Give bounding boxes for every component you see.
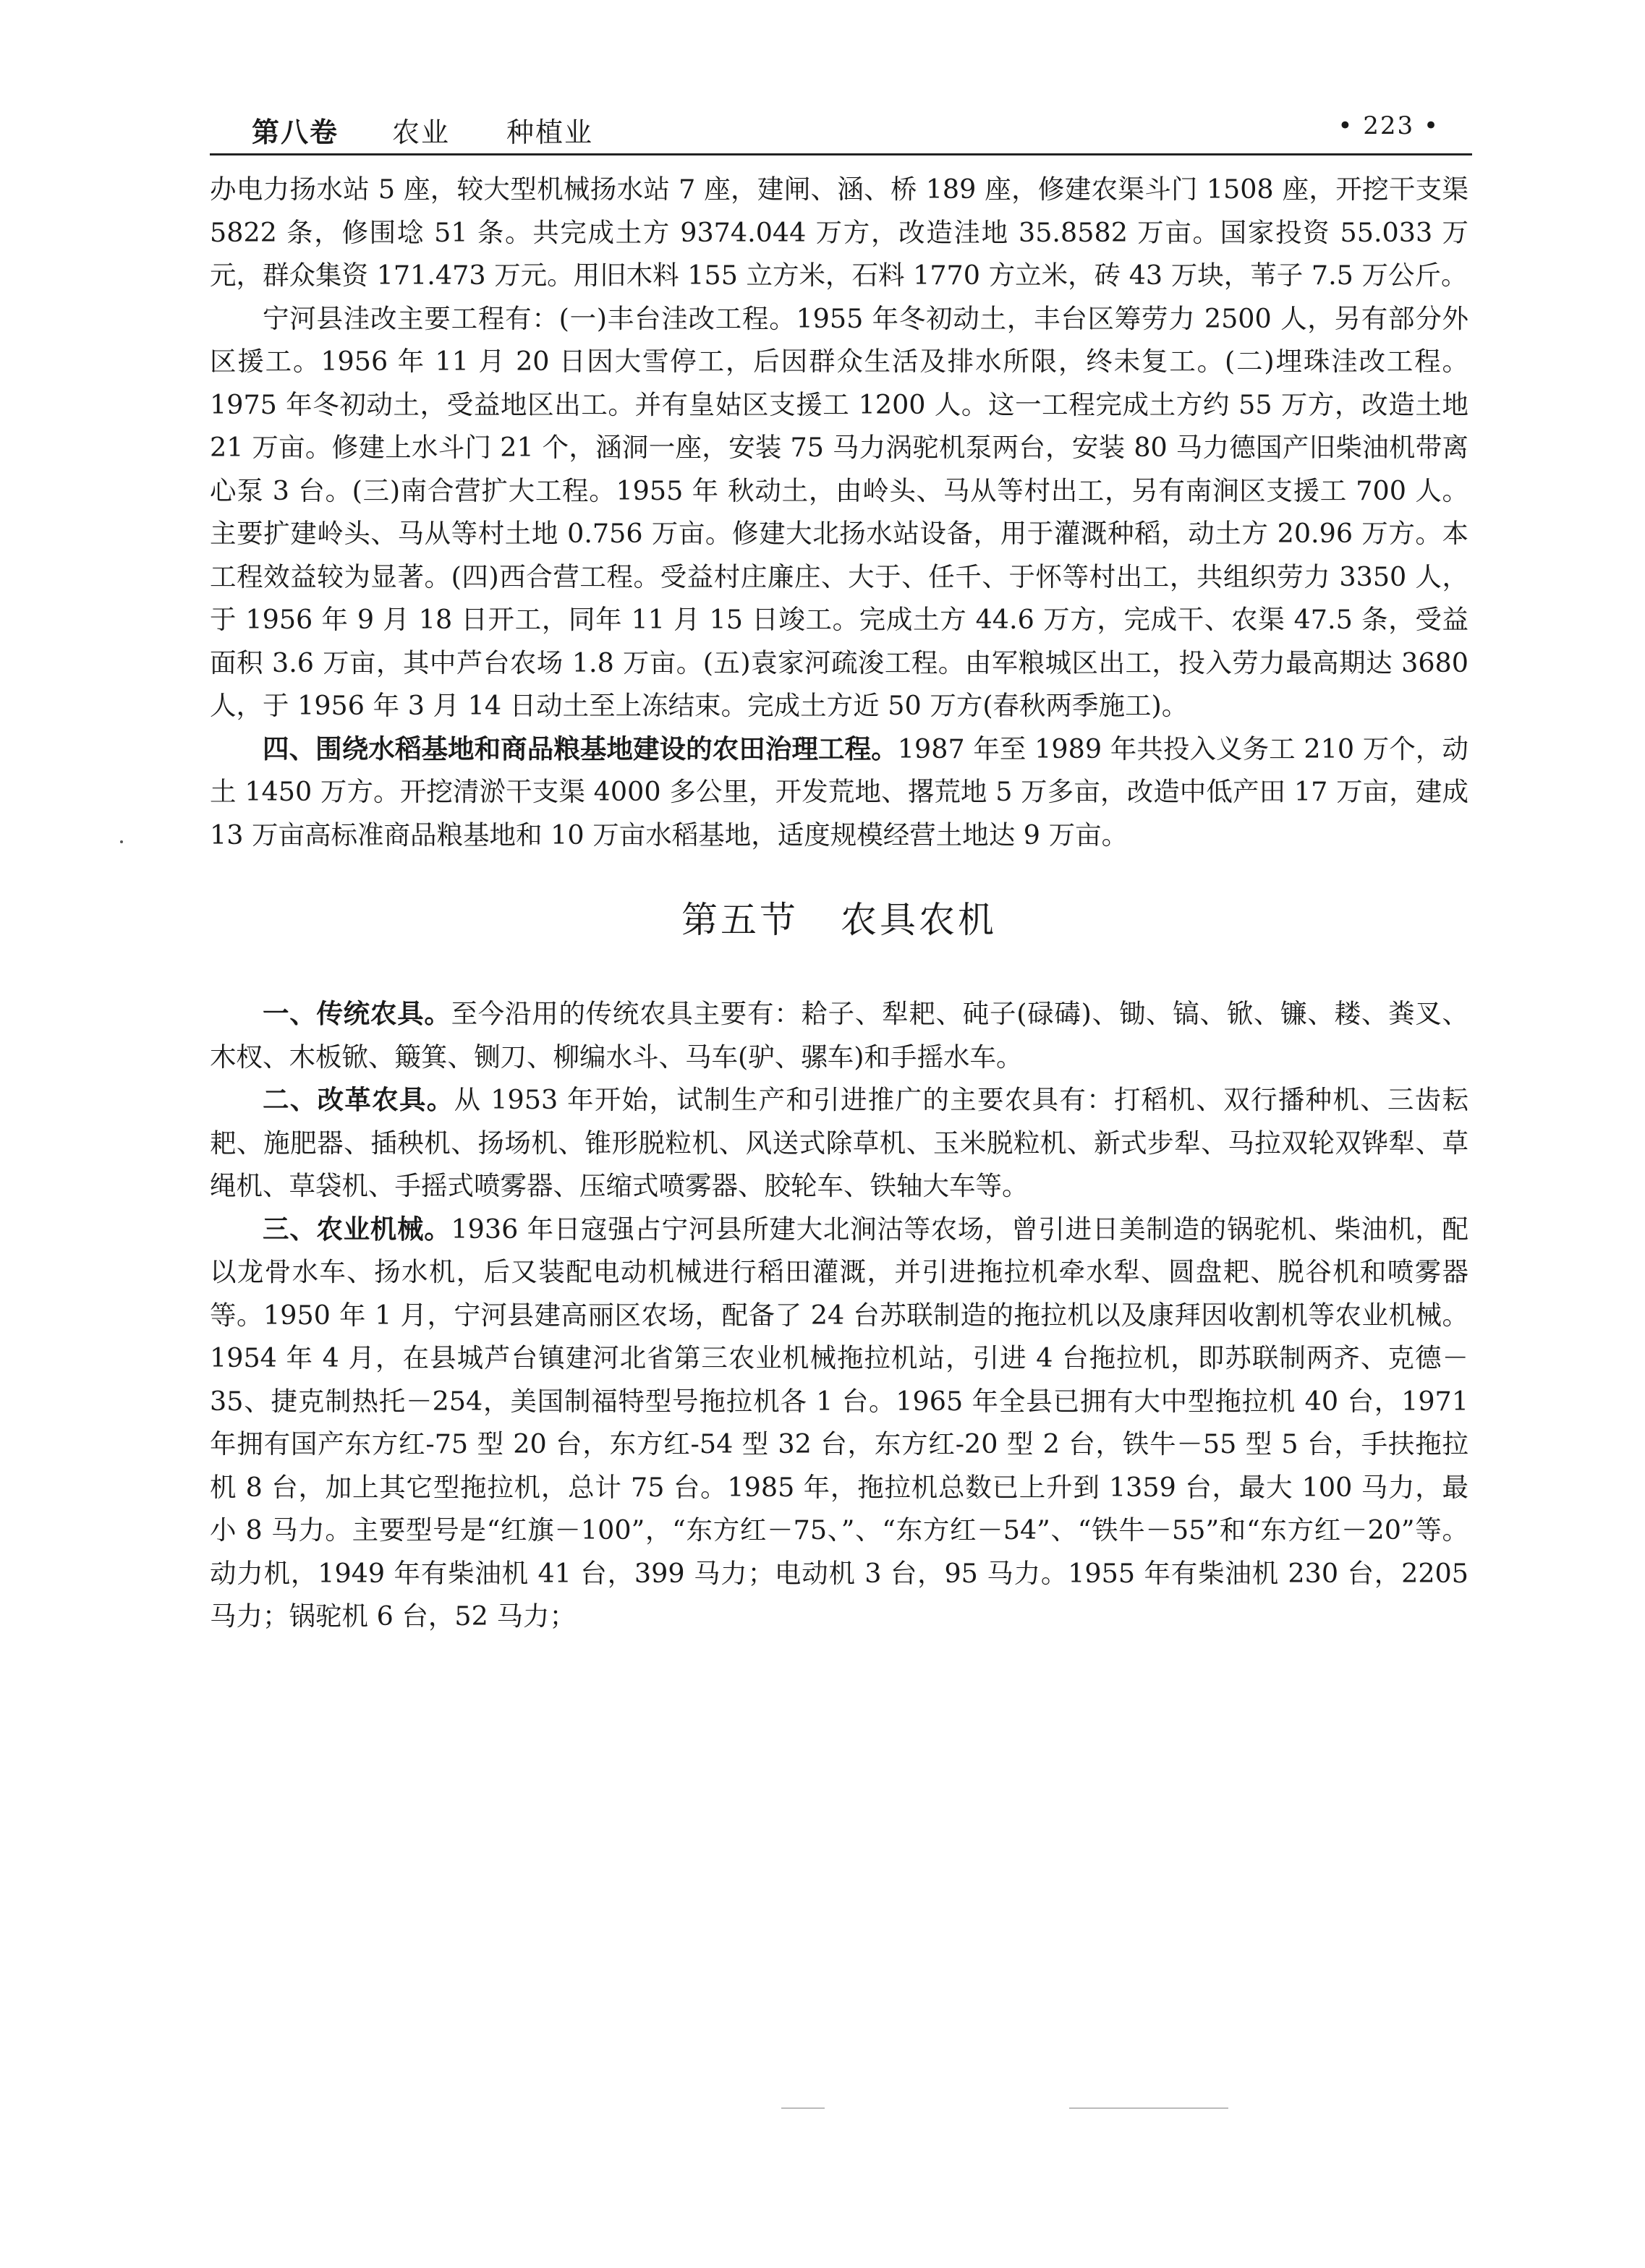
- paragraph-body: 至今沿用的传统农具主要有：耠子、犁耙、砘子(碌碡)、锄、镐、锨、镰、耧、粪叉、木杈、木板锨、簸箕、铡刀、柳编水斗、马车(驴、骡车)和手摇水车。: [210, 998, 1468, 1073]
- scan-artifact-speck: [781, 2107, 825, 2109]
- volume-label: 第八卷: [252, 116, 339, 148]
- paragraph-reformed-tools: [210, 1078, 1468, 1208]
- paragraph-heading: 三、农业机械。: [263, 1213, 451, 1245]
- running-header: [210, 101, 1468, 152]
- paragraph-agricultural-machinery: [210, 1208, 1468, 1638]
- paragraph-farmland-treatment: [210, 728, 1468, 857]
- section-title: [210, 898, 1468, 942]
- paragraph-continuation: 办电力扬水站 5 座，较大型机械扬水站 7 座，建闸、涵、桥 189 座，修建农渠斗门 1508 座，开挖干支渠 5822 条，修围埝 51 条。共完成土方 9374.044 万方，改造洼地 35.8582 万亩。国家投资 55.033 万元，群众集资 171.473 万元。用旧木料 155 立方米，石料 1770 方立米，砖 43 万块，苇子 7.5 万公斤。: [210, 174, 1468, 291]
- scan-artifact-speck: [1069, 2107, 1228, 2109]
- section-label: 种植业: [506, 116, 594, 148]
- paragraph-traditional-tools: [210, 992, 1468, 1078]
- section-number: 第五节: [681, 899, 799, 941]
- paragraph-heading: 二、改革农具。: [263, 1084, 454, 1115]
- paragraph-body: 从 1953 年开始，试制生产和引进推广的主要农具有：打稻机、双行播种机、三齿耘耙、施肥器、插秧机、扬场机、锥形脱粒机、风送式除草机、玉米脱粒机、新式步犁、马拉双轮双铧犁、草绳机、草袋机、手摇式喷雾器、压缩式喷雾器、胶轮车、铁轴大车等。: [210, 1084, 1469, 1201]
- paragraph-ninghe-projects: 宁河县洼改主要工程有：(一)丰台洼改工程。1955 年冬初动土，丰台区筹劳力 2500 人，另有部分外区援工。1956 年 11 月 20 日因大雪停工，后因群众生活及排水所限，终未复工。(二)埋珠洼改工程。1975 年冬初动土，受益地区出工。并有皇姑区支援工 1200 人。这一工程完成土方约 55 万方，改造土地 21 万亩。修建上水斗门 21 个，涵洞一座，安装 75 马力涡驼机泵两台，安装 80 马力德国产旧柴油机带离心泵 3 台。(三)南合营扩大工程。1955 年 秋动土，由岭头、马从等村出工，另有南涧区支援工 700 人。主要扩建岭头、马从等村土地 0.756 万亩。修建大北扬水站设备，用于灌溉种稻，动土方 20.96 万方。本工程效益较为显著。(四)西合营工程。受益村庄廉庄、大于、任千、于怀等村出工，共组织劳力 3350 人，于 1956 年 9 月 18 日开工，同年 11 月 15 日竣工。完成土方 44.6 万方，完成干、农渠 47.5 条，受益面积 3.6 万亩，其中芦台农场 1.8 万亩。(五)袁家河疏浚工程。由军粮城区出工，投入劳力最高期达 3680 人，于 1956 年 3 月 14 日动土至上冻结束。完成土方近 50 万方(春秋两季施工)。: [210, 302, 1468, 721]
- section-name: 农具农机: [841, 899, 997, 941]
- scan-artifact-dot: [120, 840, 123, 843]
- chapter-label: 农业: [392, 116, 451, 148]
- paragraph-body: 1936 年日寇强占宁河县所建大北涧沽等农场，曾引进日美制造的锅驼机、柴油机，配以龙骨水车、扬水机，后又装配电动机械进行稻田灌溉，并引进拖拉机牵水犁、圆盘耙、脱谷机和喷雾器等。1950 年 1 月，宁河县建高丽区农场，配备了 24 台苏联制造的拖拉机以及康拜因收割机等农业机械。1954 年 4 月，在县城芦台镇建河北省第三农业机械拖拉机站，引进 4 台拖拉机，即苏联制两齐、克德－35、捷克制热托－254，美国制福特型号拖拉机各 1 台。1965 年全县已拥有大中型拖拉机 40 台，1971 年拥有国产东方红-75 型 20 台，东方红-54 型 32 台，东方红-20 型 2 台，铁牛－55 型 5 台，手扶拖拉机 8 台，加上其它型拖拉机，总计 75 台。1985 年，拖拉机总数已上升到 1359 台，最大 100 马力，最小 8 马力。主要型号是“红旗－100”，“东方红－75、”、“东方红－54”、“铁牛－55”和“东方红－20”等。动力机，1949 年有柴油机 41 台，399 马力；电动机 3 台，95 马力。1955 年有柴油机 230 台，2205 马力；锅驼机 6 台，52 马力；: [210, 1213, 1468, 1632]
- paragraph-heading: 一、传统农具。: [263, 998, 451, 1029]
- header-rule: [210, 153, 1472, 155]
- body-text: [210, 168, 1468, 1638]
- page-number: • 223 •: [1338, 111, 1440, 140]
- paragraph-body: 1987 年至 1989 年共投入义务工 210 万个，动土 1450 万方。开挖清淤干支渠 4000 多公里，开发荒地、撂荒地 5 万多亩，改造中低产田 17 万亩，建成 13 万亩高标准商品粮基地和 10 万亩水稻基地，适度规模经营土地达 9 万亩。: [210, 733, 1468, 850]
- paragraph-heading: 四、围绕水稻基地和商品粮基地建设的农田治理工程。: [263, 733, 898, 764]
